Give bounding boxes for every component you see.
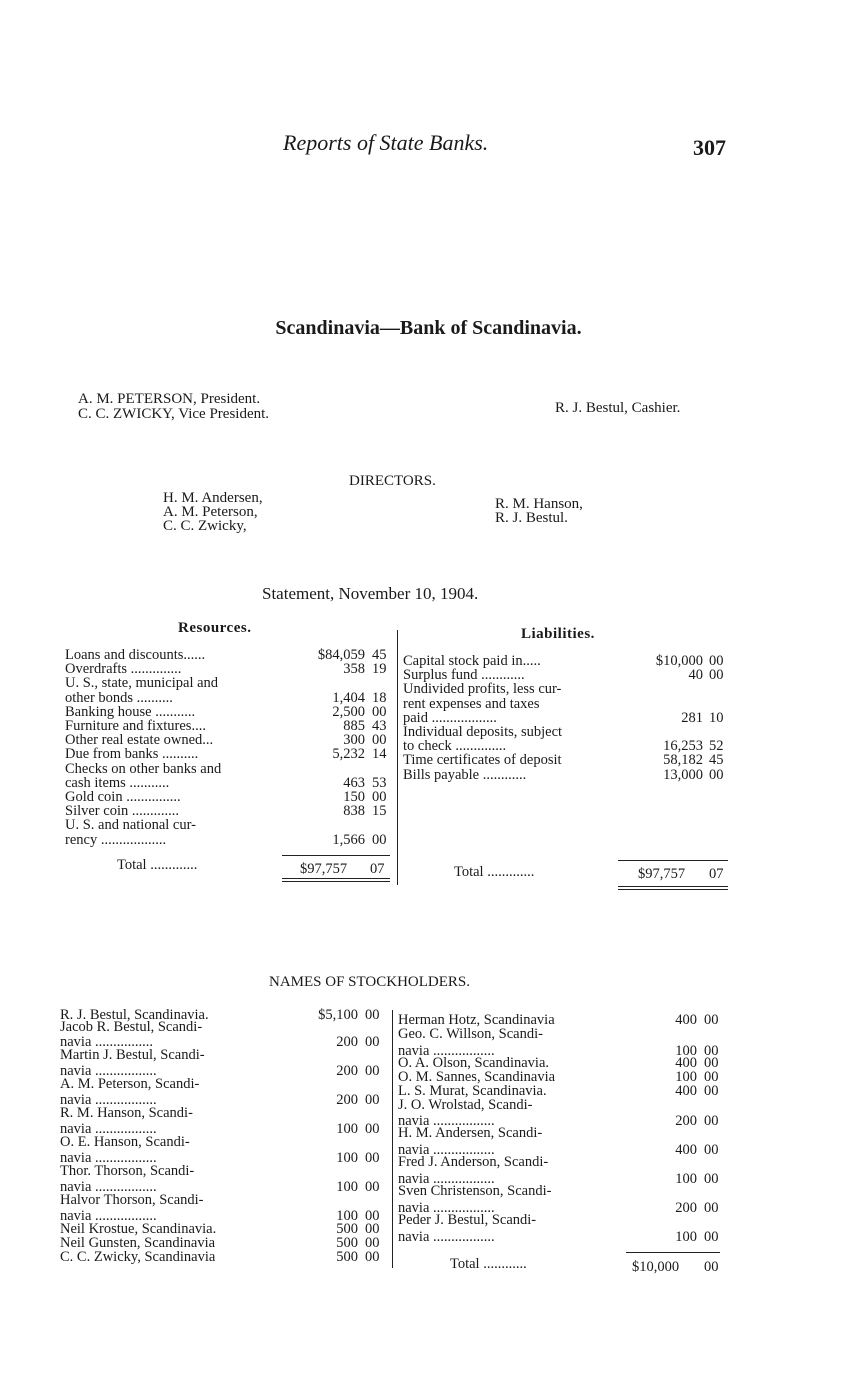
stockholders-total-rule xyxy=(626,1252,720,1253)
resource-row-cents: 53 xyxy=(372,774,387,791)
stockholder-right-row-label: Peder J. Bestul, Scandi- xyxy=(398,1212,537,1228)
stockholder-right-row-cents: 00 xyxy=(704,1055,719,1071)
liability-row-label: Time certificates of deposit xyxy=(403,752,562,769)
stockholder-right-row-cents: 00 xyxy=(704,1113,719,1129)
resource-row-cents: 18 xyxy=(372,689,387,706)
stockholder-left-row-dollars: 200 xyxy=(336,1034,358,1050)
liability-row-cents: 45 xyxy=(709,752,724,769)
stockholder-right-row-label: navia ................. xyxy=(398,1229,495,1245)
stockholder-left-row-dollars: 200 xyxy=(336,1092,358,1108)
stockholder-right-row-label: navia ................. xyxy=(398,1142,495,1158)
resource-row-label: Other real estate owned... xyxy=(65,732,214,749)
resource-row-dollars: 463 xyxy=(343,774,365,791)
stockholder-left-row-dollars: 500 xyxy=(336,1221,358,1237)
stockholder-right-row-cents: 00 xyxy=(704,1200,719,1216)
stockholder-right-row-dollars: 400 xyxy=(675,1083,697,1099)
bank-title: Scandinavia—Bank of Scandinavia. xyxy=(275,317,582,339)
stockholder-left-row-label: Neil Krostue, Scandinavia. xyxy=(60,1221,217,1237)
liability-row-dollars: 281 xyxy=(681,709,703,726)
resource-row-cents: 00 xyxy=(372,703,387,720)
stockholder-left-row-cents: 00 xyxy=(365,1235,380,1251)
liability-row-cents: 00 xyxy=(709,653,724,669)
stockholder-right-row-dollars: 200 xyxy=(675,1200,697,1216)
resource-row-cents: 15 xyxy=(372,803,387,820)
stockholder-left-row-dollars: 500 xyxy=(336,1249,358,1265)
stockholder-left-row-cents: 00 xyxy=(365,1221,380,1237)
resource-row-dollars: 838 xyxy=(343,803,365,820)
stockholder-right-row-label: navia ................. xyxy=(398,1171,495,1187)
resource-row-dollars: 885 xyxy=(343,718,365,734)
resource-row-dollars: 300 xyxy=(343,732,365,749)
liability-row-label: to check .............. xyxy=(403,738,507,755)
stockholder-right-row-label: navia ................. xyxy=(398,1043,495,1059)
resource-row-label: cash items ........... xyxy=(65,774,170,791)
director-left-1: H. M. Andersen, xyxy=(163,490,263,506)
stockholder-right-row-cents: 00 xyxy=(704,1043,719,1059)
stockholder-left-row-dollars: 100 xyxy=(336,1150,358,1166)
stockholder-left-row-cents: 00 xyxy=(365,1092,380,1108)
liability-row-label: Capital stock paid in..... xyxy=(403,653,541,669)
liability-row-label: Bills payable ............ xyxy=(403,766,527,783)
stockholder-right-row-label: Sven Christenson, Scandi- xyxy=(398,1183,552,1199)
stockholder-left-row-cents: 00 xyxy=(365,1150,380,1166)
liabilities-total-dollars: $97,757 xyxy=(638,866,686,882)
stockholder-right-row-label: L. S. Murat, Scandinavia. xyxy=(398,1083,547,1099)
resource-row-label: Banking house ........... xyxy=(65,703,196,720)
resource-row-label: Due from banks .......... xyxy=(65,746,199,763)
liability-row-label: Surplus fund ............ xyxy=(403,667,525,684)
stockholder-left-row-cents: 00 xyxy=(365,1121,380,1137)
liabilities-total-rule xyxy=(618,860,728,861)
stockholder-right-row-cents: 00 xyxy=(704,1142,719,1158)
resource-row-cents: 00 xyxy=(372,732,387,749)
resource-row-dollars: 2,500 xyxy=(332,703,365,720)
stockholder-left-row-label: navia ................. xyxy=(60,1121,157,1137)
liability-row-label: paid .................. xyxy=(403,709,497,726)
stockholder-left-row-label: O. E. Hanson, Scandi- xyxy=(60,1134,190,1150)
stockholder-right-row-dollars: 100 xyxy=(675,1043,697,1059)
resource-row-label: Silver coin ............. xyxy=(65,803,179,820)
resources-total-double-rule xyxy=(282,878,390,879)
stockholder-left-row-cents: 00 xyxy=(365,1063,380,1079)
resource-row-label: U. S., state, municipal and xyxy=(65,675,219,692)
stockholder-right-row-dollars: 100 xyxy=(675,1171,697,1187)
resources-heading: Resources. xyxy=(178,620,252,636)
stockholder-left-row-dollars: 100 xyxy=(336,1179,358,1195)
stockholder-right-row-label: O. A. Olson, Scandinavia. xyxy=(398,1055,550,1071)
stockholder-left-row-dollars: 100 xyxy=(336,1208,358,1224)
running-header-title: Reports of State Banks. xyxy=(283,130,489,155)
stockholder-left-row-dollars: $5,100 xyxy=(318,1007,358,1023)
stockholder-right-row-label: H. M. Andersen, Scandi- xyxy=(398,1125,543,1141)
stockholder-right-row-dollars: 400 xyxy=(675,1012,697,1028)
stockholder-right-row-dollars: 400 xyxy=(675,1055,697,1071)
resource-row-dollars: 150 xyxy=(343,789,365,805)
stockholder-left-row-label: R. M. Hanson, Scandi- xyxy=(60,1105,193,1121)
stockholders-total-cents: 00 xyxy=(704,1259,719,1275)
officer-president: A. M. PETERSON, President. xyxy=(78,391,261,407)
resource-row-cents: 00 xyxy=(372,831,387,848)
liability-row-dollars: 58,182 xyxy=(663,752,703,769)
stockholder-left-row-label: Jacob R. Bestul, Scandi- xyxy=(60,1019,203,1035)
resource-row-label: U. S. and national cur- xyxy=(65,817,196,834)
stockholder-left-row-cents: 00 xyxy=(365,1179,380,1195)
stockholder-right-row-cents: 00 xyxy=(704,1229,719,1245)
resource-row-label: Overdrafts .............. xyxy=(65,661,182,678)
stockholder-right-row-dollars: 400 xyxy=(675,1142,697,1158)
liability-row-cents: 00 xyxy=(709,667,724,684)
resource-row-dollars: $84,059 xyxy=(317,647,365,663)
director-left-2: A. M. Peterson, xyxy=(163,504,258,520)
stockholder-right-row-cents: 00 xyxy=(704,1171,719,1187)
resources-total-rule xyxy=(282,855,390,856)
stockholder-right-row-label: J. O. Wrolstad, Scandi- xyxy=(398,1097,533,1113)
resources-total-double-rule-2 xyxy=(282,881,390,882)
resource-row-dollars: 1,566 xyxy=(332,831,365,848)
liabilities-total-cents: 07 xyxy=(709,866,724,882)
resource-row-cents: 00 xyxy=(372,789,387,805)
resources-total-dollars: $97,757 xyxy=(300,861,348,877)
stockholder-right-row-cents: 00 xyxy=(704,1012,719,1028)
stockholder-right-row-label: Geo. C. Willson, Scandi- xyxy=(398,1026,543,1042)
officer-vice-president: C. C. ZWICKY, Vice President. xyxy=(78,406,270,422)
stockholder-right-row-label: navia ................. xyxy=(398,1200,495,1216)
stockholder-left-row-dollars: 500 xyxy=(336,1235,358,1251)
stockholder-left-row-dollars: 100 xyxy=(336,1121,358,1137)
stockholder-right-row-cents: 00 xyxy=(704,1083,719,1099)
stockholder-left-row-label: navia ................. xyxy=(60,1150,157,1166)
stockholder-left-row-label: navia ................. xyxy=(60,1208,157,1224)
stockholders-column-divider xyxy=(392,1010,393,1268)
stockholder-right-row-label: navia ................. xyxy=(398,1113,495,1129)
liability-row-dollars: 16,253 xyxy=(663,738,703,755)
stockholder-right-row-dollars: 200 xyxy=(675,1113,697,1129)
liabilities-total-label: Total ............. xyxy=(454,864,535,880)
resources-total-cents: 07 xyxy=(370,861,385,877)
director-right-1: R. M. Hanson, xyxy=(495,496,583,512)
directors-heading: DIRECTORS. xyxy=(349,473,436,489)
liability-row-cents: 52 xyxy=(709,738,724,755)
liability-row-label: Individual deposits, subject xyxy=(403,724,563,740)
stockholder-right-row-label: O. M. Sannes, Scandinavia xyxy=(398,1069,556,1085)
liabilities-total-double-rule-2 xyxy=(618,889,728,890)
resource-row-dollars: 5,232 xyxy=(332,746,365,763)
statement-date: Statement, November 10, 1904. xyxy=(262,584,479,603)
liability-row-cents: 00 xyxy=(709,766,724,783)
stockholder-left-row-cents: 00 xyxy=(365,1208,380,1224)
liability-row-dollars: $10,000 xyxy=(655,653,703,669)
stockholders-total-label: Total ............ xyxy=(450,1256,527,1272)
liability-row-dollars: 13,000 xyxy=(663,766,703,783)
resources-total-label: Total ............. xyxy=(117,857,198,873)
resource-row-dollars: 358 xyxy=(343,661,365,678)
stockholder-left-row-label: navia ................. xyxy=(60,1092,157,1108)
stockholder-left-row-label: R. J. Bestul, Scandinavia. xyxy=(60,1007,209,1023)
stockholder-right-row-cents: 00 xyxy=(704,1069,719,1085)
stockholder-left-row-cents: 00 xyxy=(365,1034,380,1050)
stockholder-left-row-dollars: 200 xyxy=(336,1063,358,1079)
resource-row-cents: 19 xyxy=(372,661,387,678)
officer-cashier: R. J. Bestul, Cashier. xyxy=(555,400,681,416)
stockholder-right-row-dollars: 100 xyxy=(675,1229,697,1245)
stockholder-left-row-label: navia ................. xyxy=(60,1063,157,1079)
resource-row-label: Checks on other banks and xyxy=(65,760,222,777)
stockholder-left-row-label: navia ................ xyxy=(60,1034,154,1050)
resource-row-label: Furniture and fixtures.... xyxy=(65,718,206,734)
liabilities-total-double-rule xyxy=(618,886,728,887)
liability-row-label: Undivided profits, less cur- xyxy=(403,681,562,698)
resource-row-cents: 45 xyxy=(372,647,387,663)
stockholder-left-row-label: Thor. Thorson, Scandi- xyxy=(60,1163,195,1179)
resource-row-label: other bonds .......... xyxy=(65,689,173,706)
stockholder-left-row-cents: 00 xyxy=(365,1007,380,1023)
column-divider xyxy=(397,630,398,885)
resource-row-cents: 43 xyxy=(372,718,387,734)
liabilities-heading: Liabilities. xyxy=(521,626,595,642)
resource-row-label: Gold coin ............... xyxy=(65,789,181,805)
resource-row-label: rency .................. xyxy=(65,831,167,848)
stockholder-right-row-label: Herman Hotz, Scandinavia xyxy=(398,1012,555,1028)
stockholder-left-row-label: A. M. Peterson, Scandi- xyxy=(60,1076,200,1092)
stockholder-left-row-label: Neil Gunsten, Scandinavia xyxy=(60,1235,216,1251)
page-number: 307 xyxy=(693,135,726,160)
stockholder-right-row-dollars: 100 xyxy=(675,1069,697,1085)
resource-row-label: Loans and discounts...... xyxy=(65,647,206,663)
director-left-3: C. C. Zwicky, xyxy=(163,518,247,534)
resource-row-cents: 14 xyxy=(372,746,387,763)
stockholder-left-row-label: navia ................. xyxy=(60,1179,157,1195)
stockholder-left-row-label: Martin J. Bestul, Scandi- xyxy=(60,1047,205,1063)
stockholder-left-row-label: C. C. Zwicky, Scandinavia xyxy=(60,1249,216,1265)
resource-row-dollars: 1,404 xyxy=(332,689,365,706)
stockholders-heading: NAMES OF STOCKHOLDERS. xyxy=(269,974,471,990)
stockholders-total-dollars: $10,000 xyxy=(632,1259,680,1275)
liability-row-label: rent expenses and taxes xyxy=(403,695,540,712)
liability-row-dollars: 40 xyxy=(688,667,703,684)
liability-row-cents: 10 xyxy=(709,709,724,726)
stockholder-left-row-label: Halvor Thorson, Scandi- xyxy=(60,1192,204,1208)
stockholder-left-row-cents: 00 xyxy=(365,1249,380,1265)
stockholder-right-row-label: Fred J. Anderson, Scandi- xyxy=(398,1154,549,1170)
director-right-2: R. J. Bestul. xyxy=(495,510,568,526)
